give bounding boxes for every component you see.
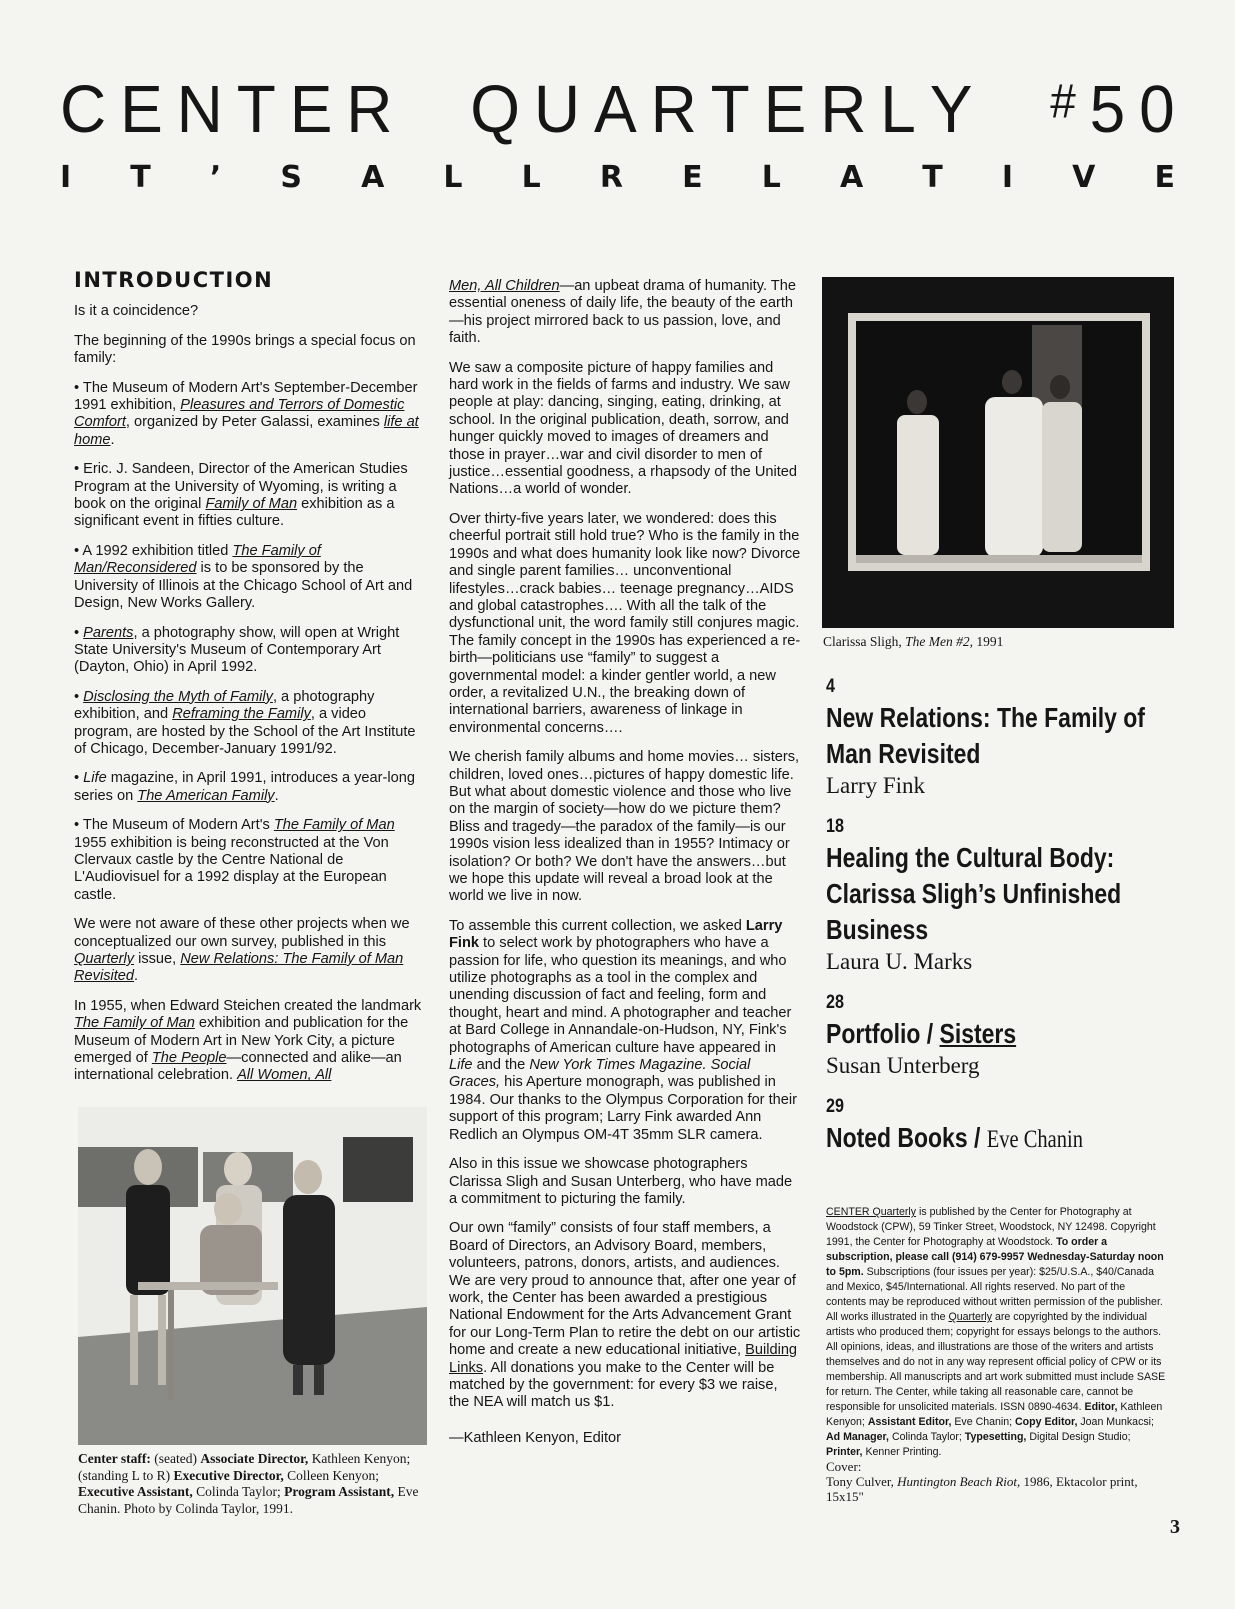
intro-paragraph: The beginning of the 1990s brings a special focus on family: <box>74 332 416 367</box>
title-letter: E <box>120 71 163 147</box>
toc-page-number: 28 <box>826 992 844 1013</box>
title-letter: T <box>236 71 276 147</box>
link[interactable]: life at home <box>74 414 419 448</box>
link[interactable]: All Women, All <box>237 1067 332 1084</box>
staff-photo <box>78 1107 427 1445</box>
editorial-paragraph: Our own “family” consists of four staff members, a Board of Directors, an Advisory Board, members, volunteers, patrons, donors, artists, and audiences. We are very proud to announce that, after one year of work, the Center has been awarded a prestigious National Endowment for the Arts Advancement Grant for our Long-Term Plan to retire the debt on our artistic home and create a new educational initiative, Building Links. All donations you make to the Center will be matched by the government: for every $3 we raise, the NEA will match us $1. <box>449 1220 801 1411</box>
subtitle-letter: L <box>761 159 781 195</box>
link[interactable]: Parents <box>83 624 134 641</box>
toc-entry[interactable] <box>826 676 1186 800</box>
publication-info: CENTER Quarterly is published by the Center for Photography at Woodstock (CPW), 59 Tinker Street, Woodstock, NY 12498. Copyright 1991, the Center for Photography at Woodstock. To order a subscription, please call (914) 679-9957 Wednesday-Saturday noon to 5pm. Subscriptions (four issues per year): $25/U.S.A., $40/Canada and Mexico, $45/International. All rights reserved. No part of the contents may be reproduced without written permission of the publisher. All works illustrated in the Quarterly are copyrighted by the individual artists who produced them; copyright for essays belongs to the authors. All opinions, ideas, and illustrations are those of the writers and artists themselves and do not in any way represent official policy of CPW or its membership. All manuscripts and art work submitted must include SASE for return. The Center, while taking all reasonable care, cannot be responsible for unsolicited materials. ISSN 0890-4634. Editor, Kathleen Kenyon; Assistant Editor, Eve Chanin; Copy Editor, Joan Munkacsi; Ad Manager, Colinda Taylor; Typesetting, Digital Design Studio; Printer, Kenner Printing. <box>826 1206 1166 1458</box>
staff-caption: Center staff: (seated) Associate Director, Kathleen Kenyon; (standing L to R) Executive Director, Colleen Kenyon; Executive Assistant, Colinda Taylor; Program Assistant, Eve Chanin. Photo by Colinda Taylor, 1991. <box>78 1451 419 1516</box>
toc-title: Noted Books / Eve Chanin <box>826 1122 1083 1153</box>
title-letter: E <box>763 71 807 147</box>
title-letter: U <box>533 71 581 147</box>
cover-credit <box>826 1459 1176 1504</box>
table-of-contents <box>826 676 1186 1158</box>
cover-label: Cover: <box>826 1459 862 1474</box>
editorial-paragraph: Over thirty-five years later, we wondered: does this cheerful portrait still hold true? Who is the family in the 1990s and what does humanity look like now? Divorce and single parent families… unconventional lifestyles…crack babies… teenage pregnancy…AIDS and global catastrophes…. With all the talk of the dysfunctional unit, the word family still conjures magic. The family concept in the 1990s has experienced a re-birth—politicians use “family” to suggest a governmental model: a kinder gentler world, a new order, a revitalized U.N., the breaking down of international barriers, awareness of linkage in environmental concerns…. <box>449 510 801 736</box>
link[interactable]: The Family of Man <box>74 1015 195 1032</box>
subtitle-letter: E <box>1154 159 1175 195</box>
bullet-item: • Eric. J. Sandeen, Director of the American Studies Program at the University of Wyoming, is writing a book on the original Family of Man exhibition as a significant event in fifties culture. <box>74 461 408 530</box>
title-letter: Y <box>929 71 973 147</box>
link[interactable]: Reframing the Family <box>172 706 311 723</box>
bullet-item: • A 1992 exhibition titled The Family of Man/Reconsidered is to be sponsored by the University of Illinois at the Chicago School of Art and Design, New Works Gallery. <box>74 542 413 612</box>
subtitle-letter: I <box>60 159 72 195</box>
link[interactable]: Quarterly <box>74 951 135 967</box>
subtitle-letter: I <box>1001 159 1014 195</box>
editorial-paragraph: We cherish family albums and home movies… sisters, children, loved ones…pictures of happy domestic life. But what about domestic violence and those who live on the margin of society—how do we picture them? Bliss and tragedy—the paradox of the family—is our 1990s vision less idealized than in 1955? Intimacy or isolation? Or both? We don't have the answers…but we hope this update will reveal a broad look at the world we live in now. <box>449 749 800 905</box>
subtitle-letter: T <box>130 159 151 195</box>
title-letter: E <box>289 71 333 147</box>
toc-title: New Relations: The Family of Man Revisited <box>826 702 1145 769</box>
bullet-item: • The Museum of Modern Art's The Family of Man 1955 exhibition is being reconstructed at the Von Clervaux castle by the Centre National de L'Audiovisuel for a 1992 display at the European castle. <box>74 817 395 903</box>
editorial-paragraph: Also in this issue we showcase photographers Clarissa Sligh and Susan Unterberg, who have made a commitment to picturing the family. <box>449 1156 793 1207</box>
title-letter: 0 <box>1139 71 1175 147</box>
subtitle-letter: V <box>1072 159 1096 195</box>
subtitle-letter: L <box>443 159 463 195</box>
editorial-paragraph: We saw a composite picture of happy families and hard work in the fields of farms and industry. We saw people at play: dancing, singing, eating, drinking, at school. In the original publication, death, sorrow, and hunger quickly moved to images of dreamers and those in prayer…war and civil disorder to men of justice…essential goodness, a rhapsody of the United Nations…a world of wonder. <box>449 359 798 498</box>
toc-author: Susan Unterberg <box>826 1053 980 1078</box>
title-letter: T <box>710 71 750 147</box>
editorial-paragraph: Men, All Children—an upbeat drama of humanity. The essential oneness of daily life, the beauty of the earth—his project mirrored back to us passion, love, and faith. <box>449 278 796 347</box>
link[interactable]: The People <box>151 1050 227 1067</box>
bullet-item: • Disclosing the Myth of Family, a photography exhibition, and Reframing the Family, a video program, are hosted by the School of the Art Institute of Chicago, December-January 1991/92. <box>74 688 416 757</box>
title-letter: A <box>594 71 637 147</box>
bullet-item: • Life magazine, in April 1991, introduces a year-long series on The American Family. <box>74 770 415 804</box>
editor-signoff: —Kathleen Kenyon, Editor <box>449 1429 621 1446</box>
cover-line: Tony Culver, Huntington Beach Riot, 1986, Ektacolor print, 15x15" <box>826 1474 1138 1504</box>
toc-page-number: 4 <box>826 676 835 697</box>
title-letter: R <box>650 71 697 147</box>
introduction-column <box>74 268 424 1097</box>
toc-entry[interactable] <box>826 992 1186 1080</box>
link[interactable]: Disclosing the Myth of Family <box>83 688 273 705</box>
editorial-paragraph: To assemble this current collection, we asked Larry Fink to select work by photographers who have a passion for life, who question its meanings, and who utilize photographs as a tool in the complex and unending discussion of fact and feeling, form and thought, heart and mind. A photographer and teacher at Bard College in Annandale-on-Hudson, NY, Fink's photographs of American culture have appeared in Life and the New York Times Magazine. Social Graces, his Aperture monograph, was published in 1984. Our thanks to the Olympus Corporation for their support of this program; Larry Fink awarded Ann Redlich an Olympus OM-4T 35mm SLR camera. <box>449 917 797 1143</box>
sligh-photo <box>822 277 1174 628</box>
title-letter: 5 <box>1089 71 1126 147</box>
link[interactable]: Family of Man <box>205 496 298 513</box>
toc-page-number: 18 <box>826 816 844 837</box>
toc-title: Healing the Cultural Body: Clarissa Sligh’s Unfinished Business <box>826 842 1122 945</box>
title-letter: R <box>820 71 867 147</box>
subtitle-letter: A <box>361 159 385 195</box>
editorial-column <box>449 278 801 1459</box>
toc-entry[interactable] <box>826 1096 1186 1158</box>
toc-entry[interactable] <box>826 816 1186 976</box>
intro-paragraph: We were not aware of these other projects when we conceptualized our own survey, published in this Quarterly issue, New Relations: The Family of Man Revisited. <box>74 916 410 985</box>
link[interactable]: New Relations: The Family of Man Revisited <box>74 951 404 985</box>
bullet-item: • The Museum of Modern Art's September-December 1991 exhibition, Pleasures and Terrors of Domestic Comfort, organized by Peter Galassi, examines life at home. <box>74 379 419 448</box>
subtitle-letter: A <box>839 159 864 195</box>
link[interactable]: Pleasures and Terrors of Domestic Comfort <box>74 397 405 431</box>
masthead-subtitle <box>60 160 1175 194</box>
intro-paragraph: Is it a coincidence? <box>74 303 199 320</box>
toc-title: Portfolio / Sisters <box>826 1018 1017 1049</box>
link[interactable]: Building Links <box>449 1342 798 1376</box>
subtitle-letter: T <box>922 159 943 195</box>
subtitle-letter: E <box>682 159 703 195</box>
subtitle-letter: L <box>521 159 541 195</box>
link[interactable]: Men, All Children <box>449 278 560 294</box>
toc-author: Larry Fink <box>826 773 926 798</box>
link[interactable]: The Family of Man/Reconsidered <box>74 542 321 577</box>
title-letter: # <box>1050 73 1076 128</box>
sligh-caption: Clarissa Sligh, The Men #2, 1991 <box>823 634 1004 649</box>
masthead-title <box>60 72 1175 148</box>
subtitle-letter: R <box>599 159 623 195</box>
toc-author: Laura U. Marks <box>826 949 973 974</box>
page-number: 3 <box>1170 1516 1180 1538</box>
title-letter: Q <box>470 71 521 147</box>
title-letter: L <box>880 71 916 147</box>
title-letter: N <box>176 71 223 147</box>
bullet-item: • Parents, a photography show, will open at Wright State University's Museum of Contemporary Art (Dayton, Ohio) in April 1992. <box>74 624 400 676</box>
intro-paragraph: In 1955, when Edward Steichen created the landmark The Family of Man exhibition and publication for the Museum of Modern Art in New York City, a picture emerged of The People—connected and alike—an international celebration. All Women, All <box>74 997 422 1084</box>
link[interactable]: The Family of Man <box>273 817 395 834</box>
intro-heading: INTRODUCTION <box>74 268 274 292</box>
title-letter: C <box>60 71 107 147</box>
toc-author: Eve Chanin <box>986 1126 1083 1153</box>
link[interactable]: The American Family <box>137 787 275 804</box>
title-letter: R <box>346 71 393 147</box>
toc-page-number: 29 <box>826 1096 844 1117</box>
subtitle-letter: S <box>280 159 302 195</box>
subtitle-letter: ’ <box>209 159 222 195</box>
